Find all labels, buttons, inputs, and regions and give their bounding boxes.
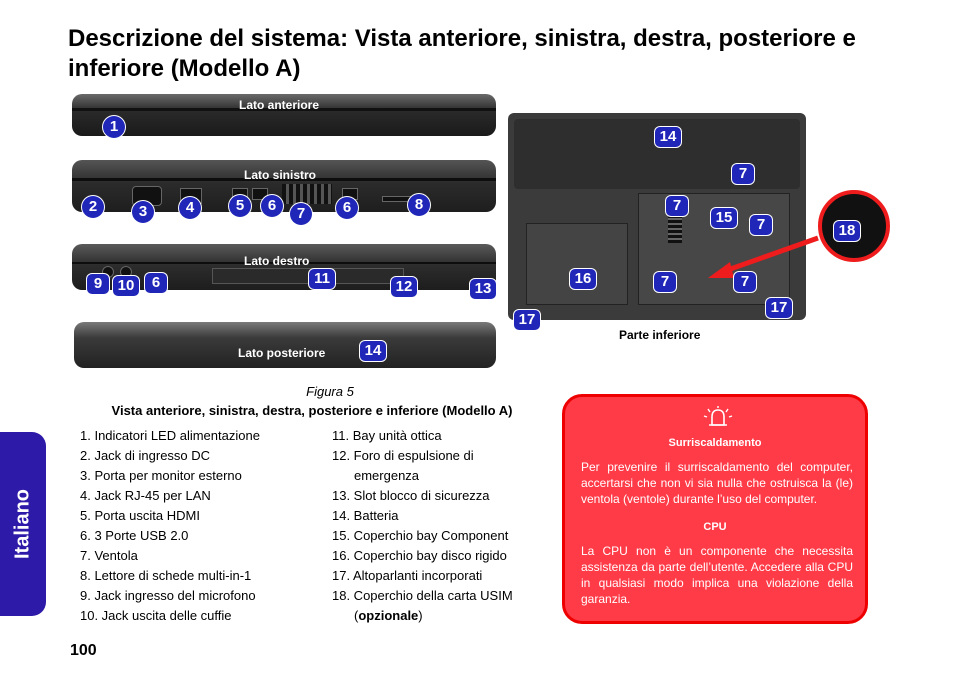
list-item: 3. Porta per monitor esterno	[80, 468, 242, 483]
paren-open: (	[354, 608, 359, 623]
callout-7f: 7	[734, 272, 756, 292]
callout-6b: 6	[336, 197, 358, 219]
callout-10: 10	[113, 276, 139, 296]
list-item: 6. 3 Porte USB 2.0	[80, 528, 189, 543]
list-item: 4. Jack RJ-45 per LAN	[80, 488, 211, 503]
fan-vent	[282, 184, 332, 204]
list-item: 16. Coperchio bay disco rigido	[332, 548, 507, 563]
callout-7c: 7	[666, 196, 688, 216]
list-item: 13. Slot blocco di sicurezza	[332, 488, 490, 503]
callout-7: 7	[290, 203, 312, 225]
callout-12: 12	[391, 277, 417, 297]
list-item: 10. Jack uscita delle cuffie	[80, 608, 232, 623]
callout-14b: 14	[655, 127, 681, 147]
callout-1: 1	[103, 116, 125, 138]
right-view-label: Lato destro	[244, 254, 310, 268]
callout-18: 18	[834, 221, 860, 241]
bottom-view-label: Parte inferiore	[619, 328, 701, 342]
callout-7d: 7	[750, 215, 772, 235]
callout-13: 13	[470, 279, 496, 299]
warning-heading-cpu: CPU	[703, 521, 727, 533]
front-view-label: Lato anteriore	[239, 98, 320, 112]
callout-17: 17	[766, 298, 792, 318]
callout-6c: 6	[145, 273, 167, 293]
warning-text-cpu: La CPU non è un componente che necessita assistenza da parte dell’utente. Accedere alla CPU in qualsiasi modo implica una violazione della garanzia.	[581, 544, 853, 606]
back-view-label: Lato posteriore	[238, 346, 326, 360]
page-number: 100	[70, 642, 97, 659]
left-view-label: Lato sinistro	[244, 168, 317, 182]
pointer-arrow	[700, 230, 830, 290]
callout-15: 15	[711, 208, 737, 228]
list-item: 2. Jack di ingresso DC	[80, 448, 211, 463]
page-title: Descrizione del sistema: Vista anteriore, sinistra, destra, posteriore e inferiore (Modello A)	[68, 25, 856, 82]
list-item: 1. Indicatori LED alimentazione	[80, 428, 260, 443]
language-tab-label: Italiano	[11, 488, 34, 560]
list-item: 14. Batteria	[332, 508, 399, 523]
callout-7b: 7	[732, 164, 754, 184]
back-view-image	[74, 322, 496, 368]
paren-close: )	[418, 608, 423, 623]
callout-5: 5	[229, 195, 251, 217]
list-item-continued: emergenza	[354, 468, 420, 483]
optional-label: opzionale	[358, 608, 419, 623]
list-item-continued	[332, 606, 542, 626]
list-item: 8. Lettore di schede multi-in-1	[80, 568, 252, 583]
callout-11: 11	[309, 269, 335, 289]
callout-4: 4	[179, 197, 201, 219]
language-tab	[0, 432, 46, 616]
warning-heading-overheating: Surriscaldamento	[668, 437, 762, 449]
component-list-right	[332, 426, 542, 626]
callout-8: 8	[408, 194, 430, 216]
callout-3: 3	[132, 201, 154, 223]
list-item: 9. Jack ingresso del microfono	[80, 588, 256, 603]
list-item: 17. Altoparlanti incorporati	[332, 568, 483, 583]
figure-caption: Vista anteriore, sinistra, destra, posteriore e inferiore (Modello A)	[111, 403, 513, 418]
list-item: 18. Coperchio della carta USIM	[332, 588, 513, 603]
list-item: 12. Foro di espulsione di	[332, 448, 474, 463]
list-item: 15. Coperchio bay Component	[332, 528, 509, 543]
alarm-icon	[703, 405, 733, 429]
figure-label: Figura 5	[306, 384, 354, 399]
optical-drive-tray	[212, 268, 404, 284]
warning-text-overheating: Per prevenire il surriscaldamento del computer, accertarsi che non vi sia nulla che ostruisca la (le) ventola (ventole) durante l’uso del computer.	[581, 460, 853, 506]
callout-9: 9	[87, 274, 109, 294]
callout-17b: 17	[514, 310, 540, 330]
callout-2: 2	[82, 196, 104, 218]
warning-box	[562, 394, 868, 624]
list-item: 7. Ventola	[80, 548, 138, 563]
list-item: 11. Bay unità ottica	[332, 428, 442, 443]
callout-6: 6	[261, 195, 283, 217]
callout-16: 16	[570, 269, 596, 289]
callout-14: 14	[360, 341, 386, 361]
list-item: 5. Porta uscita HDMI	[80, 508, 200, 523]
component-list-left	[80, 426, 320, 626]
hdd-bay-cover	[526, 223, 628, 305]
callout-7e: 7	[654, 272, 676, 292]
